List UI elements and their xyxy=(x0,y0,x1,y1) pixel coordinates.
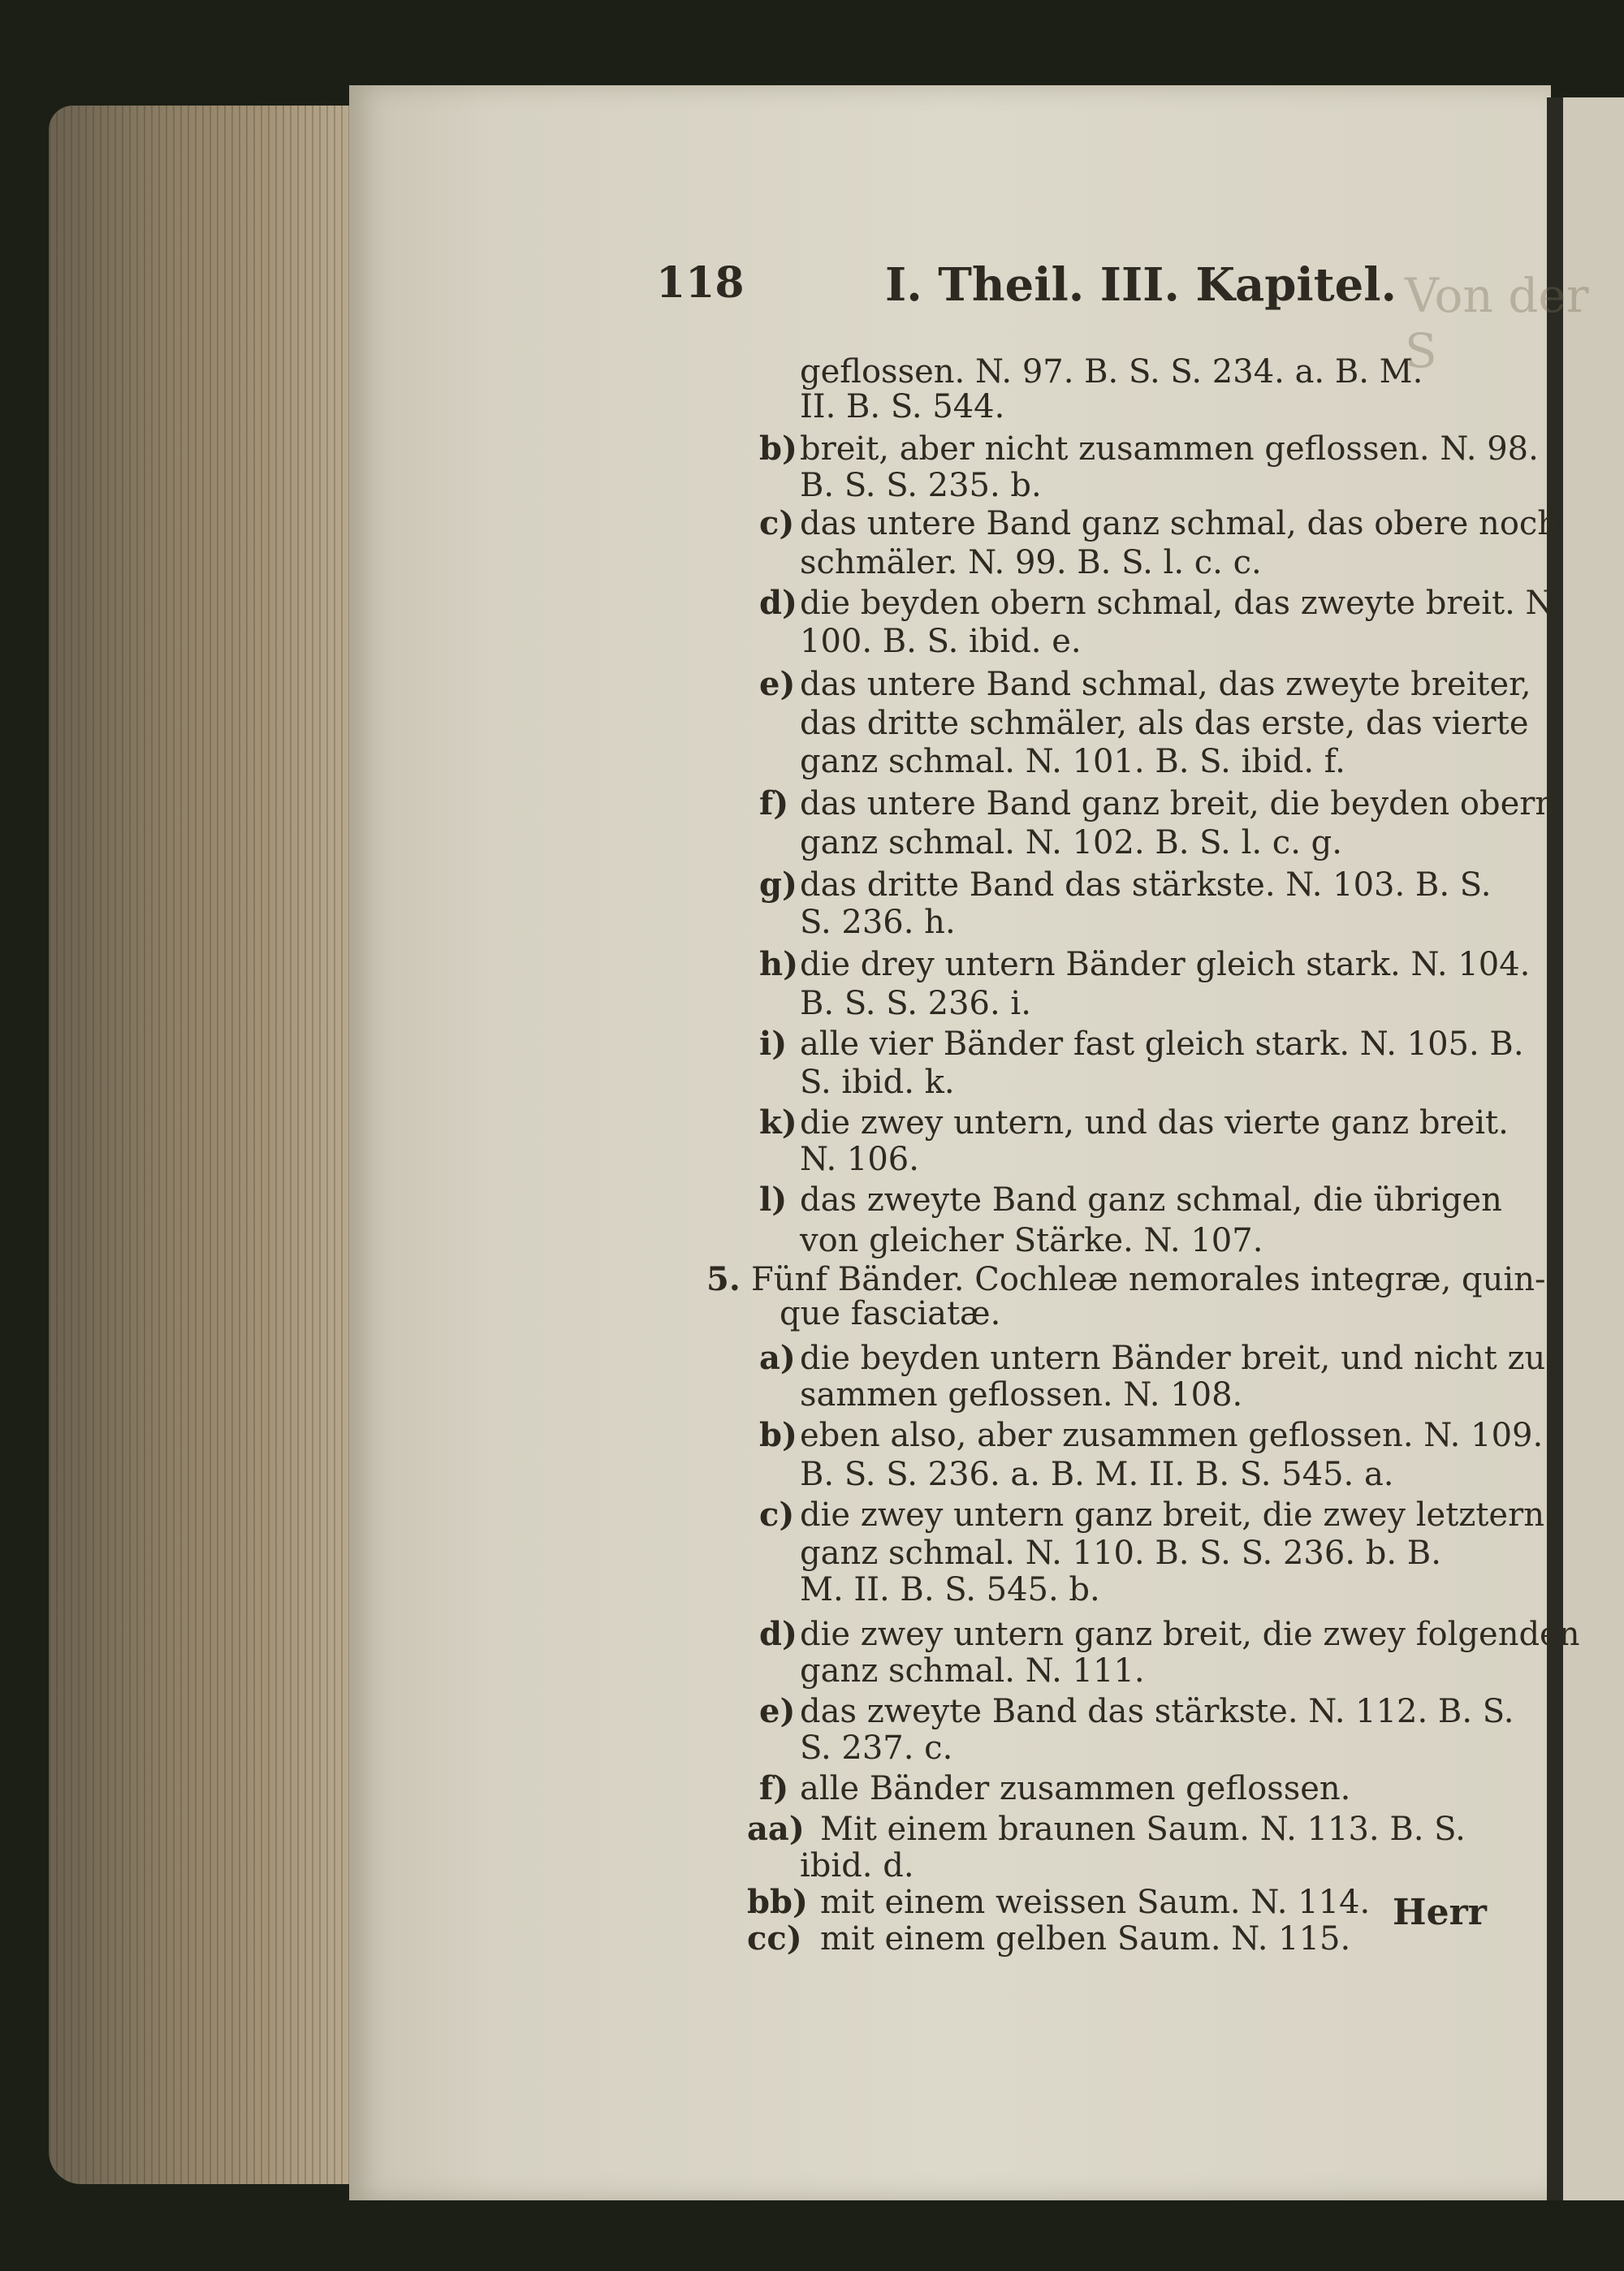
text-line: ibid. d. xyxy=(800,1847,914,1885)
running-title: I. Theil. III. Kapitel. xyxy=(885,258,1397,312)
catchword: Herr xyxy=(1393,1892,1487,1933)
text-line: die zwey untern, und das vierte ganz breit. xyxy=(800,1104,1509,1142)
text-line: die drey untern Bänder gleich stark. N. 104. xyxy=(800,946,1531,983)
page-gutter xyxy=(1547,97,1565,2200)
text-line: das untere Band schmal, das zweyte breiter, xyxy=(800,666,1531,703)
text-line: das dritte Band das stärkste. N. 103. B. S. xyxy=(800,866,1492,904)
text-line: S. ibid. k. xyxy=(800,1064,955,1101)
text-line: das untere Band ganz breit, die beyden obern xyxy=(800,785,1557,822)
text-line: II. B. S. 544. xyxy=(800,388,1005,425)
page-header xyxy=(0,258,1624,323)
text-line: breit, aber nicht zusammen geflossen. N. 98. xyxy=(800,430,1539,468)
text-line: M. II. B. S. 545. b. xyxy=(800,1571,1100,1608)
list-marker: bb) xyxy=(747,1883,808,1921)
text-line: die zwey untern ganz breit, die zwey folgenden xyxy=(800,1616,1580,1653)
text-line: 100. B. S. ibid. e. xyxy=(800,623,1082,660)
text-line: sammen geflossen. N. 108. xyxy=(800,1376,1243,1414)
list-marker: e) xyxy=(759,665,796,703)
text-line: Mit einem braunen Saum. N. 113. B. S. xyxy=(820,1811,1466,1848)
text-line: B. S. S. 236. i. xyxy=(800,985,1031,1022)
text-line: mit einem gelben Saum. N. 115. xyxy=(820,1920,1351,1958)
list-marker: f) xyxy=(759,1769,789,1807)
list-marker: aa) xyxy=(747,1810,805,1848)
text-line: B. S. S. 236. a. B. M. II. B. S. 545. a. xyxy=(800,1456,1394,1493)
text-line: S. 236. h. xyxy=(800,904,956,941)
text-line: das zweyte Band ganz schmal, die übrigen xyxy=(800,1181,1502,1219)
text-line: geflossen. N. 97. B. S. S. 234. a. B. M. xyxy=(800,353,1423,391)
list-marker: b) xyxy=(759,430,797,468)
text-line: ganz schmal. N. 110. B. S. S. 236. b. B. xyxy=(800,1535,1441,1572)
text-line: S. 237. c. xyxy=(800,1729,953,1767)
text-line: alle vier Bänder fast gleich stark. N. 105. B. xyxy=(800,1025,1524,1063)
text-line: mit einem weissen Saum. N. 114. xyxy=(820,1884,1371,1921)
list-marker: b) xyxy=(759,1416,797,1454)
text-line: die beyden untern Bänder breit, und nicht zu- xyxy=(800,1340,1557,1377)
list-marker: a) xyxy=(759,1339,796,1377)
list-marker: g) xyxy=(759,866,797,904)
list-marker: i) xyxy=(759,1025,788,1063)
facing-page-edge xyxy=(1563,97,1624,2200)
text-line: das dritte schmäler, als das erste, das vierte xyxy=(800,705,1529,742)
list-marker: f) xyxy=(759,784,789,822)
text-line: ganz schmal. N. 101. B. S. ibid. f. xyxy=(800,743,1345,780)
show-through-text: Von der S xyxy=(1405,268,1589,378)
text-line: Fünf Bänder. Cochleæ nemorales integræ, quin- xyxy=(751,1261,1546,1298)
text-line: das zweyte Band das stärkste. N. 112. B. S. xyxy=(800,1693,1514,1730)
list-marker: c) xyxy=(759,1496,795,1534)
text-line: B. S. S. 235. b. xyxy=(800,467,1042,504)
text-line: N. 106. xyxy=(800,1141,919,1178)
list-marker: h) xyxy=(759,945,799,983)
text-line: eben also, aber zusammen geflossen. N. 109. xyxy=(800,1417,1544,1454)
text-line: que fasciatæ. xyxy=(780,1295,1001,1332)
text-line: ganz schmal. N. 111. xyxy=(800,1652,1145,1690)
list-marker: k) xyxy=(759,1103,797,1142)
text-line: die beyden obern schmal, das zweyte breit. N. xyxy=(800,585,1562,622)
text-line: alle Bänder zusammen geflossen. xyxy=(800,1770,1351,1807)
text-line: ganz schmal. N. 102. B. S. l. c. g. xyxy=(800,824,1342,861)
list-marker: l) xyxy=(759,1181,788,1219)
text-line: schmäler. N. 99. B. S. l. c. c. xyxy=(800,544,1262,581)
list-marker: d) xyxy=(759,584,797,622)
text-line: die zwey untern ganz breit, die zwey letztern xyxy=(800,1496,1544,1534)
list-marker: cc) xyxy=(747,1919,802,1958)
text-line: das untere Band ganz schmal, das obere noch xyxy=(800,505,1559,542)
text-line: von gleicher Stärke. N. 107. xyxy=(800,1222,1263,1259)
list-marker: c) xyxy=(759,504,795,542)
list-marker: d) xyxy=(759,1615,797,1653)
page-number: 118 xyxy=(656,258,745,308)
list-marker: 5. xyxy=(706,1260,741,1298)
list-marker: e) xyxy=(759,1692,796,1730)
